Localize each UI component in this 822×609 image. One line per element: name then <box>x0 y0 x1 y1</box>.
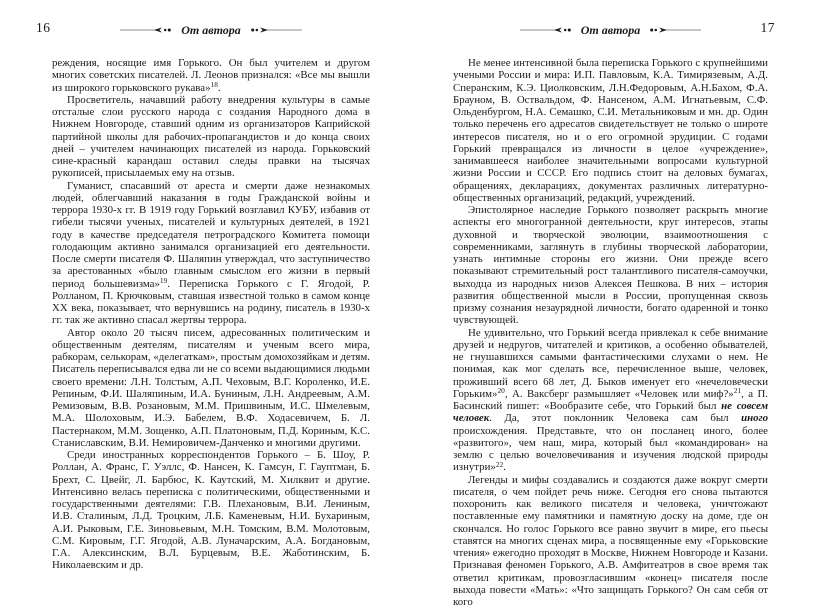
text-run: Легенды и мифы создавались и создаются даже вокруг смерти писателя, о чем пойдет речь ниже. Сегодня его снова пытаются похоронить как великого писателя и человека, уничтожают поставленные ему памятники и памятную доску на доме, где он скончался. Но голос Горького все равно звучит в мире, его пьесы ставятся на многих сценах мира, а посвященные ему «Горьковские чтения» ежегодно проходят в Москве, Нижнем Новгороде и Казани. Признавая феномен Горького, А.В. Амфитеатров в свое время так ответил критикам, провозгласившим «конец» писателя после выхода повести «Мать»: «Что защищать Горького? Он сам себя от кого <box>453 473 768 608</box>
footnote-reference: 19 <box>159 275 168 285</box>
ornament-rule-arrow-icon <box>250 26 302 34</box>
text-run: иного <box>741 412 768 425</box>
footnote-reference: 21 <box>733 386 742 396</box>
text-run: происхождения. Представьте, что он посланец иного, более «развитого», чем наш, мира, который был «командирован» на землю с целью вочеловечивания и изучения людской природы изнутри» <box>453 424 768 474</box>
page-body-left <box>52 57 370 572</box>
paragraph <box>453 204 768 327</box>
text-run: . Да, этот поклонник Человека сам был <box>489 412 742 425</box>
text-run: Просветитель, начавший работу внедрения культуры в самые отсталые слои русского народа с создания Народного дома в Нижнем Новгороде, ставший одним из организаторов Каприйской партийной школы для рабочих-пропагандистов и до конца своих дней – учителем начинающих писателей из народа. Горьковский сине-красный карандаш оставил следы правки на тысячах рукописей, присылаемых ему на отзыв. <box>52 93 370 180</box>
text-run: Не удивительно, что Горький всегда привлекал к себе внимание друзей и недругов, читателей и критиков, а особенно обывателей, не гнушавшихся самыми фантастическими слухами о нем. Не понимая, как мог сделать все, перечисленное выше, человек, проживший всего 68 лет, Д. Быков именует его «нечеловечески Горьким» <box>453 326 768 400</box>
page-number-right: 17 <box>760 20 775 35</box>
text-run: не совсем человек <box>453 400 768 425</box>
text-run: . <box>503 461 506 474</box>
text-run: . Переписка Горького с Г. Ягодой, Р. Ролланом, П. Крючковым, ставшая известной только в самом конце XX века, показывает, что вернувшись на родину, писатель в 1930-х гг. так же активно спасал жертвы террора. <box>52 277 370 327</box>
page-number-left: 16 <box>36 20 51 35</box>
ornament-rule-arrow-icon <box>520 26 572 34</box>
paragraph <box>52 180 370 327</box>
text-run: , А. Ваксберг размышляет «Человек или миф?» <box>504 387 734 400</box>
text-run: Гуманист, спасавший от ареста и смерти даже незнакомых людей, облегчавший наказания в годы Гражданской войны и террора 1930-х гг. В 1919 году Горький возглавил КУБУ, избавив от гибели тысячи ученых, писателей и культурных деятелей, в 1921 году в качестве председателя петроградского Комитета помощи голодающим активно занимался организацией его деятельности. После смерти писателя Ф. Шаляпин утверждал, что заступничество за арестованных «было главным смыслом его жизни в первый период большевизма» <box>52 179 370 290</box>
running-header-right <box>453 22 768 38</box>
page-body-right <box>453 57 768 608</box>
text-run: Не менее интенсивной была переписка Горького с крупнейшими учеными России и мира: И.П. Павловым, К.А. Тимирязевым, А.Д. Сперанским, К.Э. Циолковским, Л.Н.Федоровым, А.Н.Бахом, Ф.А. Брауном, В. Оствальдом, Ф. Нансеном, А.М. Игнатьевым, С.Ф. Ольденбургом, Н.А. Семашко, С.И. Метальниковым и мн. др. Один только перечень его адресатов свидетельствует не только о широте интересов писателя, но и о его огромной эрудиции. С годами Горький превращался из личности в целое «учреждение», занимавшееся наиболее значительными вопросами культурной жизни России и СССР. Его подпись стоит на деловых бумагах, обращениях, декларациях, документах различных литературно-общественных организаций, редакций, учреждений. <box>453 57 768 204</box>
text-run: Автор около 20 тысяч писем, адресованных политическим и общественным деятелям, писателям и ученым всего мира, рабкорам, селькорам, «делегаткам», простым домохозяйкам и детям. Писатель переписывался едва ли не со всеми выдающимися людьми своего времени: Л.Н. Толстым, А.П. Чеховым, В.Г. Короленко, И.Е. Репиным, Ф.И. Шаляпиным, И.А. Буниным, Л.Н. Андреевым, А.М. Ремизовым, В.В. Розановым, М.М. Пришвиным, И.С. Шмелевым, М.А. Шолоховым, И.Э. Бабелем, В.Ф. Ходасевичем, Б. Л. Пастернаком, М.М. Зощенко, А.П. Платоновым, П.Д. Кориным, К.С. Станиславским, В.И. Немировичем-Данченко и многими другими. <box>52 326 370 449</box>
running-header-left <box>52 22 370 38</box>
paragraph <box>453 327 768 474</box>
ornament-rule-arrow-icon <box>120 26 172 34</box>
ornament-rule-arrow-icon <box>649 26 701 34</box>
text-run: Среди иностранных корреспондентов Горького – Б. Шоу, Р. Роллан, А. Франс, Г. Уэллс, Ф. Нансен, К. Гамсун, Г. Гауптман, Б. Брехт, С. Цвейг, Л. Барбюс, К. Каутский, М. Хилквит и другие. Интенсивно велась переписка с политическими, общественными и государственными деятелями: Г.В. Плехановым, В.И. Лениным, И.В. Сталиным, Л.Д. Троцким, Л.Б. Каменевым, Н.И. Бухариным, А.И. Рыковым, Г.Е. Зиновьевым, М.Н. Томским, В.М. Молотовым, С.М. Кировым, Г.Г. Ягодой, А.В. Луначарским, А.А. Богдановым, Г.А. Алексинским, В.Л. Бурцевым, В.Е. Жаботинским, Б. Николаевским и др. <box>52 449 370 572</box>
footnote-reference: 22 <box>495 459 504 469</box>
text-run: Эпистолярное наследие Горького позволяет раскрыть многие аспекты его многогранной деятельности, круг интересов, этапы духовной и творческой эволюции, взаимоотношения с современниками, заглянуть в глубины творческой лаборатории, узнать интимные стороны его жизни. Они прежде всего показывают стремительный рост талантливого писателя-самоучки, выходца из народных низов Алексея Пешкова. В них – история развития общественной мысли в России, пропущенная сквозь призму сознания незаурядной личности, богато одаренной и тонко чувствующей. <box>453 204 768 327</box>
text-run: , а П. Басинский пишет: «Вообразите себе, что Горький был <box>453 387 768 412</box>
running-header-title: От автора <box>580 22 641 37</box>
paragraph <box>52 327 370 450</box>
paragraph <box>453 474 768 609</box>
text-run: . <box>217 81 221 94</box>
footnote-reference: 20 <box>497 386 505 396</box>
text-run: реждения, носящие имя Горького. Он был учителем и другом многих советских писателей. Л. Леонов признался: «Все мы вышли из широкого горьковского рукава» <box>52 57 370 94</box>
paragraph <box>52 57 370 94</box>
paragraph <box>52 449 370 572</box>
paragraph <box>453 57 768 204</box>
running-header-title: От автора <box>181 22 241 37</box>
paragraph <box>52 94 370 180</box>
footnote-reference: 18 <box>210 79 218 89</box>
